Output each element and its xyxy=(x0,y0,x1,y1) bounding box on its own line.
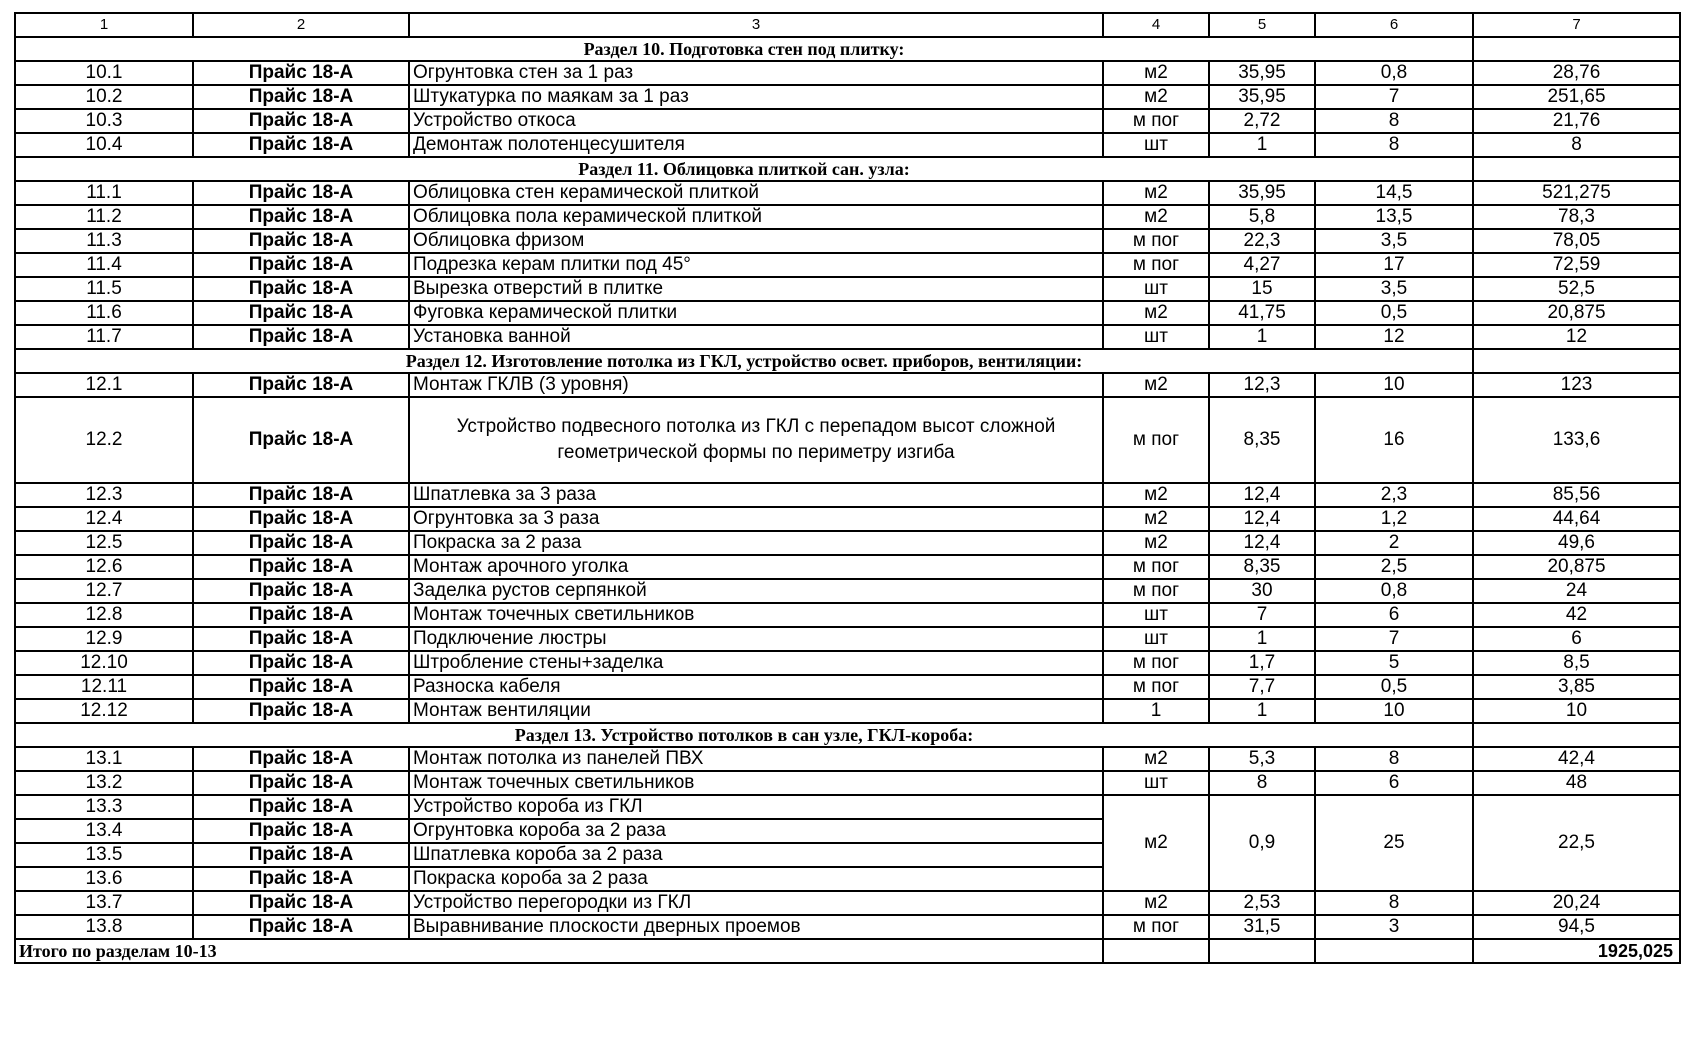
sum-cell: 20,875 xyxy=(1473,555,1680,579)
rate-cell: 7 xyxy=(1315,85,1473,109)
unit-cell: м2 xyxy=(1103,483,1209,507)
price-reference: Прайс 18-А xyxy=(193,891,409,915)
quantity-cell: 7 xyxy=(1209,603,1315,627)
table-row xyxy=(15,675,1680,699)
sum-cell: 49,6 xyxy=(1473,531,1680,555)
work-description: Устройство короба из ГКЛ xyxy=(409,795,1103,819)
section-row xyxy=(15,349,1680,373)
quantity-cell: 1 xyxy=(1209,325,1315,349)
table-row xyxy=(15,109,1680,133)
item-number: 11.6 xyxy=(15,301,193,325)
quantity-cell: 1 xyxy=(1209,627,1315,651)
total-row xyxy=(15,939,1680,963)
item-number: 12.12 xyxy=(15,699,193,723)
unit-cell: шт xyxy=(1103,771,1209,795)
work-description: Шпатлевка за 3 раза xyxy=(409,483,1103,507)
rate-cell: 14,5 xyxy=(1315,181,1473,205)
sum-cell: 521,275 xyxy=(1473,181,1680,205)
price-reference: Прайс 18-А xyxy=(193,531,409,555)
quantity-cell: 1 xyxy=(1209,699,1315,723)
rate-cell: 8 xyxy=(1315,133,1473,157)
price-reference: Прайс 18-А xyxy=(193,483,409,507)
item-number: 12.2 xyxy=(15,397,193,483)
sum-cell: 44,64 xyxy=(1473,507,1680,531)
sum-cell: 94,5 xyxy=(1473,915,1680,939)
sum-cell: 21,76 xyxy=(1473,109,1680,133)
item-number: 13.8 xyxy=(15,915,193,939)
column-number: 3 xyxy=(409,13,1103,37)
table-row xyxy=(15,915,1680,939)
unit-cell: м пог xyxy=(1103,675,1209,699)
rate-cell: 2,5 xyxy=(1315,555,1473,579)
sum-cell: 28,76 xyxy=(1473,61,1680,85)
rate-cell: 16 xyxy=(1315,397,1473,483)
price-reference: Прайс 18-А xyxy=(193,181,409,205)
quantity-cell: 5,3 xyxy=(1209,747,1315,771)
unit-cell: м2 xyxy=(1103,747,1209,771)
total-empty-cell xyxy=(1103,939,1209,963)
sum-cell: 8,5 xyxy=(1473,651,1680,675)
work-description: Покраска короба за 2 раза xyxy=(409,867,1103,891)
price-reference: Прайс 18-А xyxy=(193,109,409,133)
rate-cell: 10 xyxy=(1315,699,1473,723)
section-empty-cell xyxy=(1473,37,1680,61)
table-row xyxy=(15,747,1680,771)
unit-cell: м2 xyxy=(1103,531,1209,555)
quantity-cell: 2,72 xyxy=(1209,109,1315,133)
section-title: Раздел 12. Изготовление потолка из ГКЛ, устройство освет. приборов, вентиляции: xyxy=(15,349,1473,373)
price-reference: Прайс 18-А xyxy=(193,507,409,531)
work-description: Разноска кабеля xyxy=(409,675,1103,699)
quantity-cell: 1 xyxy=(1209,133,1315,157)
column-number: 5 xyxy=(1209,13,1315,37)
item-number: 11.5 xyxy=(15,277,193,301)
work-description: Вырезка отверстий в плитке xyxy=(409,277,1103,301)
work-description: Монтаж точечных светильников xyxy=(409,603,1103,627)
sum-cell: 251,65 xyxy=(1473,85,1680,109)
table-row xyxy=(15,483,1680,507)
rate-cell: 8 xyxy=(1315,109,1473,133)
unit-cell: шт xyxy=(1103,627,1209,651)
quantity-cell: 5,8 xyxy=(1209,205,1315,229)
item-number: 12.9 xyxy=(15,627,193,651)
table-row xyxy=(15,795,1680,819)
rate-cell: 0,5 xyxy=(1315,675,1473,699)
unit-cell: м2 xyxy=(1103,205,1209,229)
quantity-cell: 35,95 xyxy=(1209,61,1315,85)
rate-cell: 3,5 xyxy=(1315,229,1473,253)
quantity-cell: 12,4 xyxy=(1209,483,1315,507)
sum-cell: 24 xyxy=(1473,579,1680,603)
unit-cell: м пог xyxy=(1103,579,1209,603)
work-description: Подключение люстры xyxy=(409,627,1103,651)
price-reference: Прайс 18-А xyxy=(193,205,409,229)
rate-cell: 3 xyxy=(1315,915,1473,939)
item-number: 12.8 xyxy=(15,603,193,627)
price-reference: Прайс 18-А xyxy=(193,867,409,891)
unit-cell: м пог xyxy=(1103,915,1209,939)
work-description: Облицовка пола керамической плиткой xyxy=(409,205,1103,229)
quantity-cell: 0,9 xyxy=(1209,795,1315,891)
column-number: 6 xyxy=(1315,13,1473,37)
work-description: Подрезка керам плитки под 45° xyxy=(409,253,1103,277)
work-description: Выравнивание плоскости дверных проемов xyxy=(409,915,1103,939)
rate-cell: 7 xyxy=(1315,627,1473,651)
sum-cell: 10 xyxy=(1473,699,1680,723)
unit-cell: м пог xyxy=(1103,109,1209,133)
item-number: 13.7 xyxy=(15,891,193,915)
price-reference: Прайс 18-А xyxy=(193,133,409,157)
unit-cell: м пог xyxy=(1103,651,1209,675)
sum-cell: 42 xyxy=(1473,603,1680,627)
table-row xyxy=(15,85,1680,109)
unit-cell: шт xyxy=(1103,277,1209,301)
table-row xyxy=(15,531,1680,555)
sum-cell: 6 xyxy=(1473,627,1680,651)
total-label: Итого по разделам 10-13 xyxy=(15,939,1103,963)
section-row xyxy=(15,723,1680,747)
work-description: Шпатлевка короба за 2 раза xyxy=(409,843,1103,867)
price-reference: Прайс 18-А xyxy=(193,915,409,939)
sum-cell: 22,5 xyxy=(1473,795,1680,891)
table-row xyxy=(15,627,1680,651)
work-description: Покраска за 2 раза xyxy=(409,531,1103,555)
item-number: 10.4 xyxy=(15,133,193,157)
price-reference: Прайс 18-А xyxy=(193,771,409,795)
quantity-cell: 12,4 xyxy=(1209,531,1315,555)
price-reference: Прайс 18-А xyxy=(193,61,409,85)
item-number: 12.7 xyxy=(15,579,193,603)
item-number: 12.10 xyxy=(15,651,193,675)
unit-cell: м пог xyxy=(1103,253,1209,277)
price-reference: Прайс 18-А xyxy=(193,651,409,675)
quantity-cell: 8,35 xyxy=(1209,555,1315,579)
work-description: Монтаж вентиляции xyxy=(409,699,1103,723)
quantity-cell: 8 xyxy=(1209,771,1315,795)
table-row xyxy=(15,133,1680,157)
item-number: 13.5 xyxy=(15,843,193,867)
sum-cell: 8 xyxy=(1473,133,1680,157)
column-number: 1 xyxy=(15,13,193,37)
price-reference: Прайс 18-А xyxy=(193,325,409,349)
unit-cell: м пог xyxy=(1103,229,1209,253)
table-row xyxy=(15,373,1680,397)
sum-cell: 72,59 xyxy=(1473,253,1680,277)
quantity-cell: 35,95 xyxy=(1209,181,1315,205)
item-number: 10.2 xyxy=(15,85,193,109)
price-reference: Прайс 18-А xyxy=(193,301,409,325)
work-description: Облицовка фризом xyxy=(409,229,1103,253)
sum-cell: 133,6 xyxy=(1473,397,1680,483)
quantity-cell: 7,7 xyxy=(1209,675,1315,699)
table-row xyxy=(15,229,1680,253)
item-number: 11.1 xyxy=(15,181,193,205)
column-number-row xyxy=(15,13,1680,37)
table-row xyxy=(15,891,1680,915)
quantity-cell: 30 xyxy=(1209,579,1315,603)
item-number: 12.6 xyxy=(15,555,193,579)
price-reference: Прайс 18-А xyxy=(193,747,409,771)
unit-cell: шт xyxy=(1103,325,1209,349)
work-description: Устройство откоса xyxy=(409,109,1103,133)
sum-cell: 20,24 xyxy=(1473,891,1680,915)
price-reference: Прайс 18-А xyxy=(193,843,409,867)
work-description: Огрунтовка стен за 1 раз xyxy=(409,61,1103,85)
sum-cell: 12 xyxy=(1473,325,1680,349)
total-value: 1925,025 xyxy=(1473,939,1680,963)
rate-cell: 8 xyxy=(1315,891,1473,915)
work-description: Монтаж потолка из панелей ПВХ xyxy=(409,747,1103,771)
work-description: Устройство перегородки из ГКЛ xyxy=(409,891,1103,915)
price-reference: Прайс 18-А xyxy=(193,229,409,253)
price-reference: Прайс 18-А xyxy=(193,555,409,579)
column-number: 2 xyxy=(193,13,409,37)
quantity-cell: 31,5 xyxy=(1209,915,1315,939)
price-reference: Прайс 18-А xyxy=(193,373,409,397)
quantity-cell: 4,27 xyxy=(1209,253,1315,277)
sum-cell: 85,56 xyxy=(1473,483,1680,507)
sum-cell: 78,3 xyxy=(1473,205,1680,229)
section-title: Раздел 13. Устройство потолков в сан узле, ГКЛ-короба: xyxy=(15,723,1473,747)
column-number: 7 xyxy=(1473,13,1680,37)
work-description: Фуговка керамической плитки xyxy=(409,301,1103,325)
unit-cell: м2 xyxy=(1103,507,1209,531)
quantity-cell: 15 xyxy=(1209,277,1315,301)
unit-cell: м2 xyxy=(1103,61,1209,85)
item-number: 12.5 xyxy=(15,531,193,555)
quantity-cell: 12,4 xyxy=(1209,507,1315,531)
unit-cell: шт xyxy=(1103,133,1209,157)
table-row xyxy=(15,205,1680,229)
estimate-table xyxy=(14,12,1681,964)
work-description: Монтаж ГКЛВ (3 уровня) xyxy=(409,373,1103,397)
unit-cell: м2 xyxy=(1103,301,1209,325)
item-number: 11.3 xyxy=(15,229,193,253)
table-row xyxy=(15,181,1680,205)
work-description: Устройство подвесного потолка из ГКЛ с перепадом высот сложной геометрической формы по периметру изгиба xyxy=(409,397,1103,483)
estimate-table-body xyxy=(15,13,1680,963)
price-reference: Прайс 18-А xyxy=(193,603,409,627)
price-reference: Прайс 18-А xyxy=(193,819,409,843)
work-description: Монтаж точечных светильников xyxy=(409,771,1103,795)
item-number: 12.11 xyxy=(15,675,193,699)
price-reference: Прайс 18-А xyxy=(193,795,409,819)
rate-cell: 6 xyxy=(1315,603,1473,627)
unit-cell: м пог xyxy=(1103,397,1209,483)
unit-cell: шт xyxy=(1103,603,1209,627)
work-description: Огрунтовка короба за 2 раза xyxy=(409,819,1103,843)
quantity-cell: 35,95 xyxy=(1209,85,1315,109)
work-description: Облицовка стен керамической плиткой xyxy=(409,181,1103,205)
unit-cell: м2 xyxy=(1103,373,1209,397)
unit-cell: м2 xyxy=(1103,181,1209,205)
rate-cell: 3,5 xyxy=(1315,277,1473,301)
price-reference: Прайс 18-А xyxy=(193,675,409,699)
item-number: 13.6 xyxy=(15,867,193,891)
rate-cell: 2,3 xyxy=(1315,483,1473,507)
sum-cell: 42,4 xyxy=(1473,747,1680,771)
section-row xyxy=(15,37,1680,61)
work-description: Монтаж арочного уголка xyxy=(409,555,1103,579)
rate-cell: 12 xyxy=(1315,325,1473,349)
table-row xyxy=(15,651,1680,675)
price-reference: Прайс 18-А xyxy=(193,579,409,603)
sum-cell: 78,05 xyxy=(1473,229,1680,253)
total-empty-cell xyxy=(1209,939,1315,963)
table-row xyxy=(15,555,1680,579)
table-row xyxy=(15,397,1680,483)
section-empty-cell xyxy=(1473,723,1680,747)
sum-cell: 20,875 xyxy=(1473,301,1680,325)
work-description: Штукатурка по маякам за 1 раз xyxy=(409,85,1103,109)
rate-cell: 0,8 xyxy=(1315,579,1473,603)
item-number: 12.3 xyxy=(15,483,193,507)
item-number: 13.2 xyxy=(15,771,193,795)
quantity-cell: 12,3 xyxy=(1209,373,1315,397)
item-number: 10.1 xyxy=(15,61,193,85)
column-number: 4 xyxy=(1103,13,1209,37)
work-description: Огрунтовка за 3 раза xyxy=(409,507,1103,531)
section-empty-cell xyxy=(1473,157,1680,181)
rate-cell: 8 xyxy=(1315,747,1473,771)
table-row xyxy=(15,253,1680,277)
sum-cell: 123 xyxy=(1473,373,1680,397)
rate-cell: 1,2 xyxy=(1315,507,1473,531)
sum-cell: 3,85 xyxy=(1473,675,1680,699)
rate-cell: 13,5 xyxy=(1315,205,1473,229)
table-row xyxy=(15,301,1680,325)
price-reference: Прайс 18-А xyxy=(193,627,409,651)
price-reference: Прайс 18-А xyxy=(193,397,409,483)
table-row xyxy=(15,507,1680,531)
section-row xyxy=(15,157,1680,181)
section-title: Раздел 10. Подготовка стен под плитку: xyxy=(15,37,1473,61)
rate-cell: 2 xyxy=(1315,531,1473,555)
item-number: 11.7 xyxy=(15,325,193,349)
sum-cell: 52,5 xyxy=(1473,277,1680,301)
total-empty-cell xyxy=(1315,939,1473,963)
rate-cell: 25 xyxy=(1315,795,1473,891)
unit-cell: 1 xyxy=(1103,699,1209,723)
work-description: Демонтаж полотенцесушителя xyxy=(409,133,1103,157)
rate-cell: 10 xyxy=(1315,373,1473,397)
item-number: 13.4 xyxy=(15,819,193,843)
work-description: Штробление стены+заделка xyxy=(409,651,1103,675)
work-description: Заделка рустов серпянкой xyxy=(409,579,1103,603)
item-number: 13.3 xyxy=(15,795,193,819)
price-reference: Прайс 18-А xyxy=(193,253,409,277)
unit-cell: м2 xyxy=(1103,891,1209,915)
table-row xyxy=(15,771,1680,795)
item-number: 12.1 xyxy=(15,373,193,397)
rate-cell: 6 xyxy=(1315,771,1473,795)
section-empty-cell xyxy=(1473,349,1680,373)
sum-cell: 48 xyxy=(1473,771,1680,795)
item-number: 11.2 xyxy=(15,205,193,229)
table-row xyxy=(15,579,1680,603)
work-description: Установка ванной xyxy=(409,325,1103,349)
price-reference: Прайс 18-А xyxy=(193,699,409,723)
rate-cell: 5 xyxy=(1315,651,1473,675)
table-row xyxy=(15,325,1680,349)
item-number: 11.4 xyxy=(15,253,193,277)
rate-cell: 17 xyxy=(1315,253,1473,277)
quantity-cell: 8,35 xyxy=(1209,397,1315,483)
unit-cell: м2 xyxy=(1103,85,1209,109)
unit-cell: м2 xyxy=(1103,795,1209,891)
item-number: 12.4 xyxy=(15,507,193,531)
quantity-cell: 2,53 xyxy=(1209,891,1315,915)
unit-cell: м пог xyxy=(1103,555,1209,579)
rate-cell: 0,5 xyxy=(1315,301,1473,325)
item-number: 13.1 xyxy=(15,747,193,771)
item-number: 10.3 xyxy=(15,109,193,133)
price-reference: Прайс 18-А xyxy=(193,277,409,301)
table-row xyxy=(15,699,1680,723)
quantity-cell: 22,3 xyxy=(1209,229,1315,253)
table-row xyxy=(15,61,1680,85)
table-row xyxy=(15,277,1680,301)
quantity-cell: 1,7 xyxy=(1209,651,1315,675)
table-row xyxy=(15,603,1680,627)
price-reference: Прайс 18-А xyxy=(193,85,409,109)
section-title: Раздел 11. Облицовка плиткой сан. узла: xyxy=(15,157,1473,181)
quantity-cell: 41,75 xyxy=(1209,301,1315,325)
rate-cell: 0,8 xyxy=(1315,61,1473,85)
